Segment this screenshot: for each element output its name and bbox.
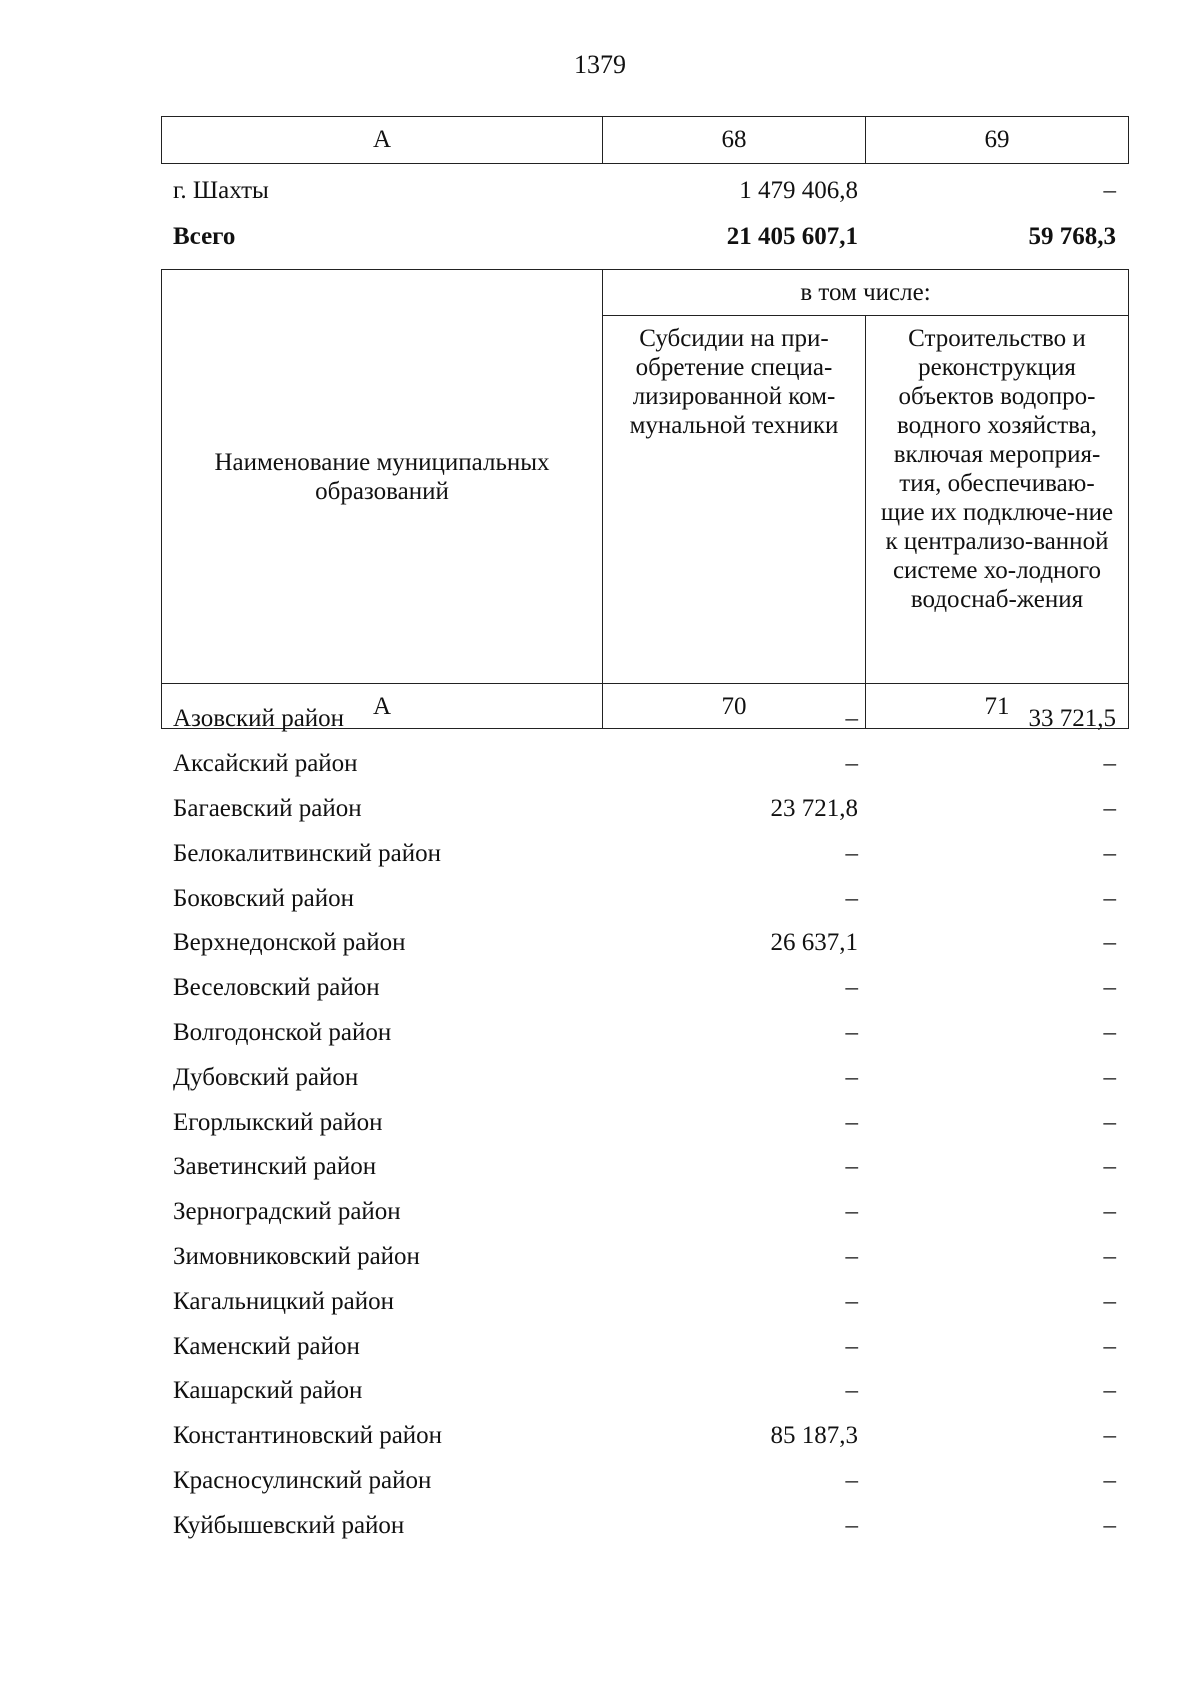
row-value-71: –	[1103, 1332, 1116, 1360]
row-value-70: –	[845, 974, 858, 1002]
row-value-71: –	[1103, 1108, 1116, 1136]
row-value-68: 1 479 406,8	[739, 177, 858, 204]
row-name: Зимовниковский район	[173, 1242, 420, 1270]
row-value-70: 23 721,8	[770, 794, 858, 822]
row-name: Волгодонской район	[173, 1018, 392, 1046]
table-row	[161, 1459, 1128, 1504]
index-col-71: 71	[866, 684, 1129, 729]
row-value-71: –	[1103, 884, 1116, 912]
table-row	[161, 1100, 1128, 1145]
row-value-71: –	[1103, 1377, 1116, 1405]
row-value-71: –	[1103, 750, 1116, 778]
table-row	[161, 831, 1128, 876]
row-value-71: –	[1103, 1063, 1116, 1091]
row-name: Азовский район	[173, 705, 345, 733]
row-name: Кашарский район	[173, 1377, 363, 1405]
table-row	[161, 168, 1128, 214]
row-value-70: –	[845, 1018, 858, 1046]
row-name: Зерноградский район	[173, 1198, 401, 1226]
header-col-69: 69	[866, 117, 1129, 164]
row-value-71: –	[1103, 1198, 1116, 1226]
row-value-71: –	[1103, 1242, 1116, 1270]
header-subsidies-equipment: Субсидии на при-обретение специа-лизированной ком-мунальной техники	[603, 316, 866, 684]
table-row	[161, 1279, 1128, 1324]
row-value-71: –	[1103, 1422, 1116, 1450]
table-row	[161, 1369, 1128, 1414]
header-group-including: в том числе:	[603, 270, 1129, 316]
row-name: Белокалитвинский район	[173, 839, 441, 867]
table-row	[161, 1324, 1128, 1369]
table-row	[161, 921, 1128, 966]
row-value-70: –	[845, 884, 858, 912]
table-row	[161, 966, 1128, 1011]
row-value-70: –	[845, 1108, 858, 1136]
row-name: Заветинский район	[173, 1153, 377, 1181]
row-value-70: –	[845, 1153, 858, 1181]
row-value-70: –	[845, 839, 858, 867]
row-value-70: –	[845, 1466, 858, 1494]
row-value-71: –	[1103, 974, 1116, 1002]
row-name: Веселовский район	[173, 974, 380, 1002]
row-name: Боковский район	[173, 884, 354, 912]
row-value-71: –	[1103, 1466, 1116, 1494]
row-name: Багаевский район	[173, 794, 362, 822]
table-row	[161, 742, 1128, 787]
table-row	[161, 1055, 1128, 1100]
row-name: Егорлыкский район	[173, 1108, 383, 1136]
table-row	[161, 697, 1128, 742]
row-value-71: –	[1103, 1018, 1116, 1046]
row-value-69: –	[1103, 177, 1116, 204]
row-value-68: 21 405 607,1	[726, 223, 858, 250]
row-name: Верхнедонской район	[173, 929, 406, 957]
row-value-70: –	[845, 1377, 858, 1405]
table-row	[161, 1145, 1128, 1190]
row-value-70: 26 637,1	[770, 929, 858, 957]
row-value-70: –	[845, 750, 858, 778]
row-value-71: –	[1103, 1511, 1116, 1539]
table-row	[161, 1011, 1128, 1056]
table-row	[161, 1235, 1128, 1280]
row-name: Кагальницкий район	[173, 1287, 395, 1315]
row-value-69: 59 768,3	[1028, 223, 1116, 250]
total-row	[161, 214, 1128, 260]
row-value-71: –	[1103, 1287, 1116, 1315]
page-number: 1379	[574, 50, 626, 79]
row-name: Аксайский район	[173, 750, 358, 778]
row-name: Каменский район	[173, 1332, 360, 1360]
table-row	[161, 1414, 1128, 1459]
row-value-71: 33 721,5	[1028, 705, 1116, 733]
row-value-71: –	[1103, 839, 1116, 867]
index-col-a: А	[162, 684, 603, 729]
index-col-70: 70	[603, 684, 866, 729]
row-value-70: –	[845, 1242, 858, 1270]
main-table-header	[161, 269, 1129, 729]
row-value-70: –	[845, 1332, 858, 1360]
table-row	[161, 787, 1128, 832]
row-name: Дубовский район	[173, 1063, 359, 1091]
row-name: Куйбышевский район	[173, 1511, 405, 1539]
row-value-71: –	[1103, 1153, 1116, 1181]
row-value-70: 85 187,3	[770, 1422, 858, 1450]
row-name: г. Шахты	[173, 177, 269, 204]
row-name: Всего	[173, 223, 236, 250]
row-value-70: –	[845, 1511, 858, 1539]
row-value-70: –	[845, 1287, 858, 1315]
table-row	[161, 876, 1128, 921]
header-water-construction: Строительство и реконструкция объектов водопро-водного хозяйства, включая мероприя-тия, обеспечиваю-щие их подключе-ние к централизо-ванной системе хо-лодного водоснаб-жения	[866, 316, 1129, 684]
header-municipality-name: Наименование муниципальных образований	[162, 270, 603, 684]
row-value-71: –	[1103, 794, 1116, 822]
top-rows	[161, 168, 1128, 260]
row-value-70: –	[845, 1198, 858, 1226]
table-row	[161, 1503, 1128, 1548]
header-col-68: 68	[603, 117, 866, 164]
row-name: Константиновский район	[173, 1422, 443, 1450]
table-row	[161, 1190, 1128, 1235]
header-col-a: А	[162, 117, 603, 164]
data-rows	[161, 697, 1128, 1548]
row-value-70: –	[845, 705, 858, 733]
row-value-71: –	[1103, 929, 1116, 957]
column-index-header	[161, 116, 1129, 164]
row-name: Красносулинский район	[173, 1466, 432, 1494]
row-value-70: –	[845, 1063, 858, 1091]
